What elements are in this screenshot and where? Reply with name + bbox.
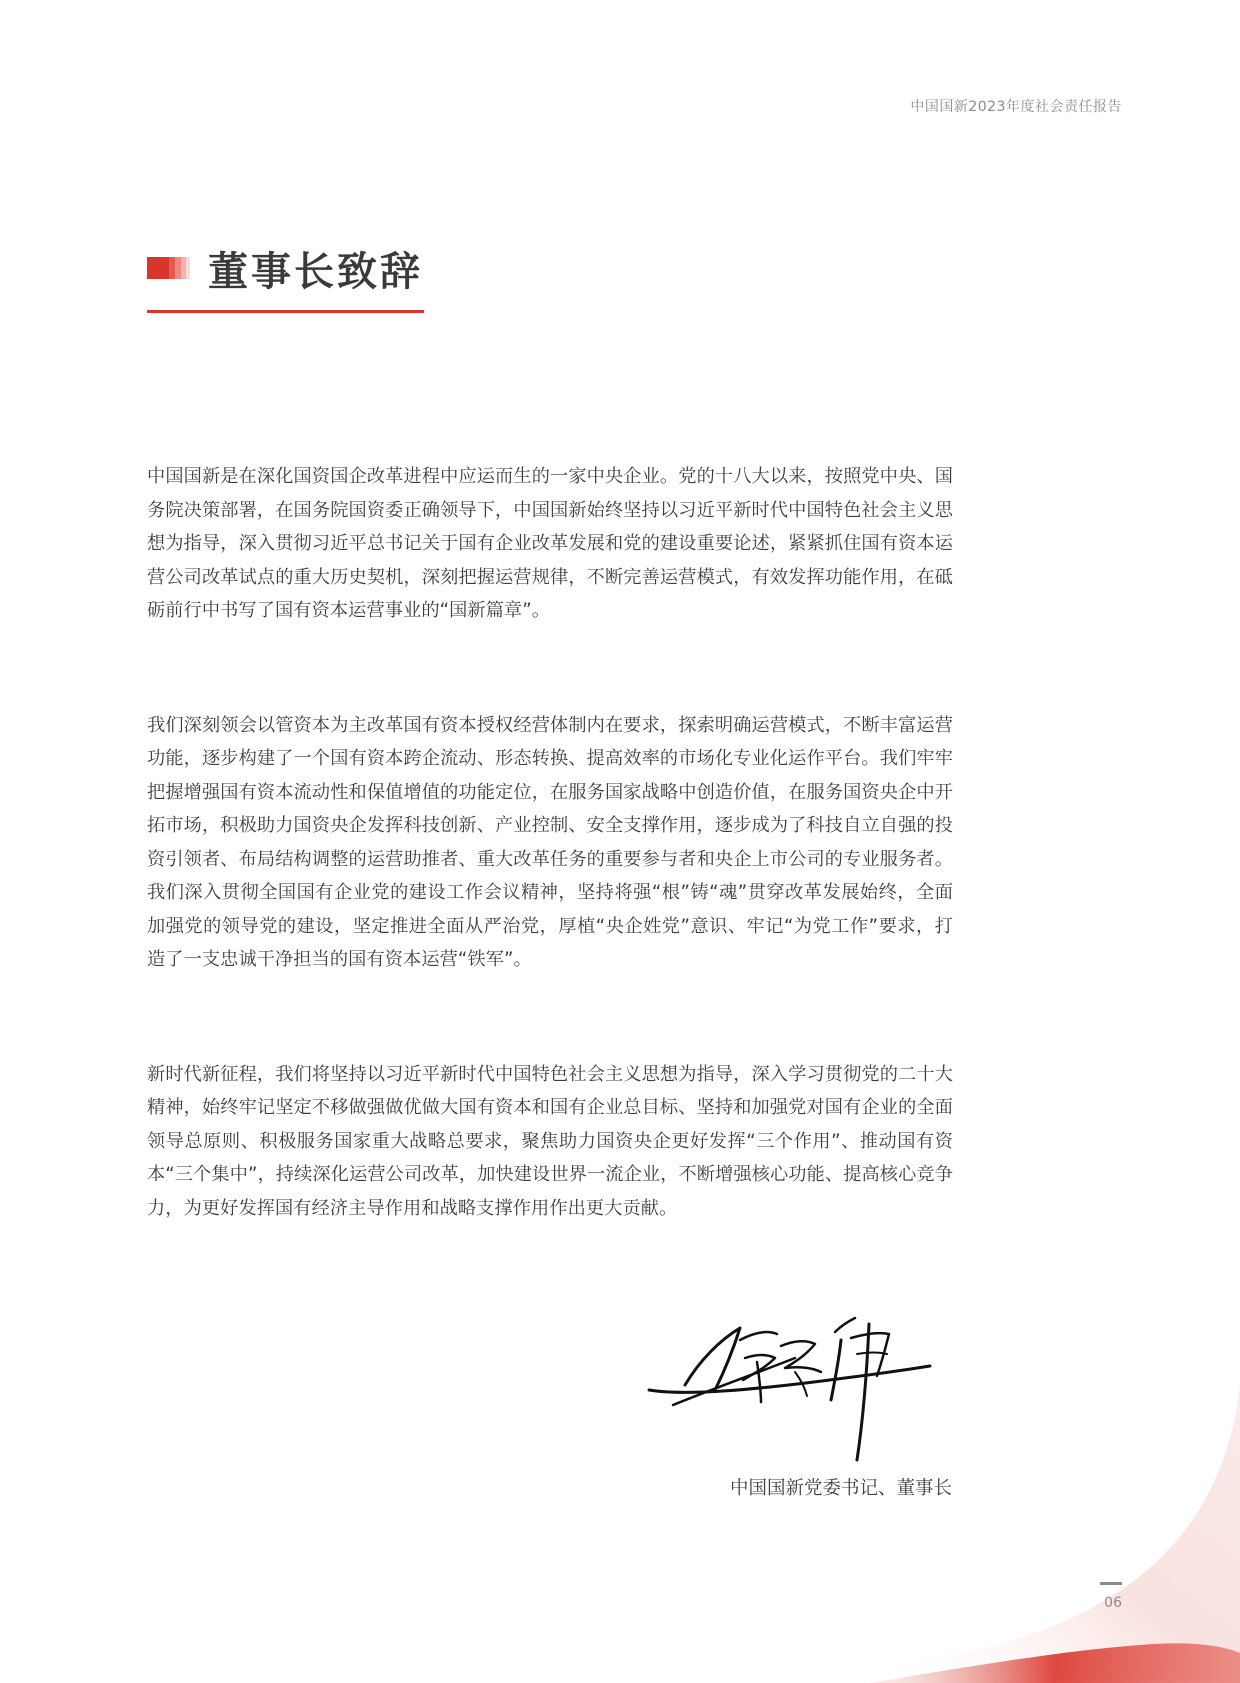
section-title-block (147, 240, 424, 313)
page-title: 董事长致辞 (208, 248, 423, 295)
letter-body (147, 460, 953, 1306)
page-number-dash (1100, 1582, 1122, 1585)
title-accent-icon (147, 257, 190, 279)
paragraph-2: 我们深刻领会以管资本为主改革国有资本授权经营体制内在要求，探索明确运营模式，不断丰富运营功能，逐步构建了一个国有资本跨企流动、形态转换、提高效率的市场化专业化运作平台。我们牢牢把握增强国有资本流动性和保值增值的功能定位，在服务国家战略中创造价值，在服务国资央企中开拓市场，积极助力国资央企发挥科技创新、产业控制、安全支撑作用，逐步成为了科技自立自强的投资引领者、布局结构调整的运营助推者、重大改革任务的重要参与者和央企上市公司的专业服务者。我们深入贯彻全国国有企业党的建设工作会议精神，坚持将强“根”铸“魂”贯穿改革发展始终，全面加强党的领导党的建设，坚定推进全面从严治党，厚植“央企姓党”意识、牢记“为党工作”要求，打造了一支忠诚干净担当的国有资本运营“铁军”。 (147, 714, 953, 970)
paragraph-1: 中国国新是在深化国资国企改革进程中应运而生的一家中央企业。党的十八大以来，按照党中央、国务院决策部署，在国务院国资委正确领导下，中国国新始终坚持以习近平新时代中国特色社会主义思想为指导，深入贯彻习近平总书记关于国有企业改革发展和党的建设重要论述，紧紧抓住国有资本运营公司改革试点的重大历史契机，深刻把握运营规律，不断完善运营模式，有效发挥功能作用，在砥砺前行中书写了国有资本运营事业的“国新篇章”。 (147, 466, 953, 621)
signatory-title: 中国国新党委书记、董事长 (729, 1478, 952, 1499)
corner-decoration (720, 1383, 1240, 1683)
title-underline (147, 310, 424, 313)
page-number: 06 (1104, 1595, 1122, 1611)
paragraph-3: 新时代新征程，我们将坚持以习近平新时代中国特色社会主义思想为指导，深入学习贯彻党的二十大精神，始终牢记坚定不移做强做优做大国有资本和国有企业总目标、坚持和加强党对国有企业的全面领导总原则、积极服务国家重大战略总要求，聚焦助力国资央企更好发挥“三个作用”、推动国有资本“三个集中”，持续深化运营公司改革，加快建设世界一流企业，不断增强核心功能、提高核心竞争力，为更好发挥国有经济主导作用和战略支撑作用作出更大贡献。 (147, 1063, 953, 1219)
running-header: 中国国新2023年度社会责任报告 (910, 99, 1122, 115)
section-title-row (147, 240, 424, 296)
